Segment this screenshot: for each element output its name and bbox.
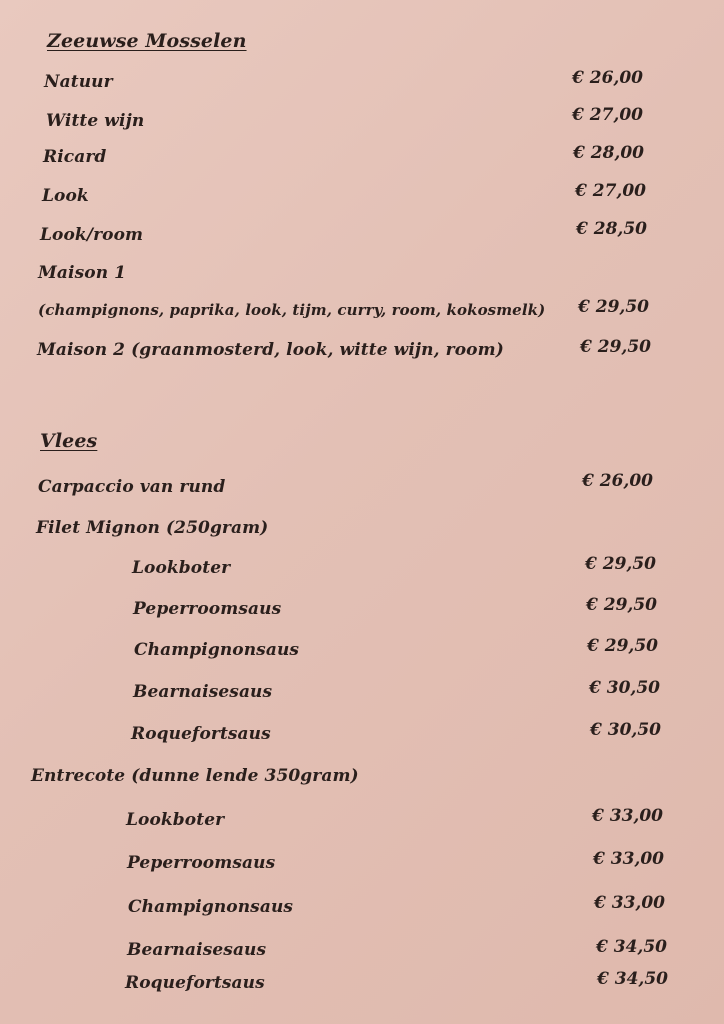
menu-item-price: € 33,00: [593, 849, 664, 869]
menu-item-name: Natuur: [44, 72, 113, 92]
menu-item-name: Champignonsaus: [134, 640, 300, 660]
menu-item-price: € 27,00: [575, 181, 646, 201]
menu-item-name: Lookboter: [132, 558, 231, 578]
menu-item-price: € 26,00: [572, 68, 643, 88]
menu-item-name: Filet Mignon (250gram): [36, 518, 269, 538]
menu-item-name: Bearnaisesaus: [127, 940, 267, 960]
menu-item-price: € 27,00: [572, 105, 643, 125]
section-title-vlees: Vlees: [40, 430, 98, 452]
menu-item-price: € 33,00: [594, 893, 665, 913]
menu-item-name: Roquefortsaus: [125, 973, 265, 993]
menu-item-price: € 30,50: [590, 720, 661, 740]
menu-item-price: € 33,00: [592, 806, 663, 826]
menu-item-price: € 28,50: [576, 219, 647, 239]
menu-item-price: € 26,00: [582, 471, 653, 491]
section-title-mosselen: Zeeuwse Mosselen: [47, 30, 247, 52]
menu-item-name: Carpaccio van rund: [38, 477, 226, 497]
menu-item-name: Witte wijn: [46, 111, 145, 131]
menu-item-price: € 29,50: [585, 554, 656, 574]
menu-item-name: Maison 1: [38, 263, 127, 283]
menu-item-name: Look/room: [40, 225, 144, 245]
menu-item-price: € 29,50: [587, 636, 658, 656]
menu-item-price: € 34,50: [597, 969, 668, 989]
menu-item-price: € 34,50: [596, 937, 667, 957]
menu-item-name: Roquefortsaus: [131, 724, 271, 744]
menu-item-name: Entrecote (dunne lende 350gram): [31, 766, 359, 786]
menu-item-name: Champignonsaus: [128, 897, 294, 917]
menu-item-name: Bearnaisesaus: [133, 682, 273, 702]
menu-item-name: Peperroomsaus: [133, 599, 282, 619]
menu-item-name: (champignons, paprika, look, tijm, curry, room, kokosmelk): [38, 301, 546, 319]
menu-item-name: Lookboter: [126, 810, 225, 830]
menu-item-price: € 30,50: [589, 678, 660, 698]
menu-item-price: € 29,50: [580, 337, 651, 357]
menu-item-price: € 28,00: [573, 143, 644, 163]
menu-item-name: Peperroomsaus: [127, 853, 276, 873]
menu-item-price: € 29,50: [578, 297, 649, 317]
menu-item-name: Ricard: [43, 147, 107, 167]
menu-item-name: Look: [42, 186, 89, 206]
menu-item-price: € 29,50: [586, 595, 657, 615]
menu-item-name: Maison 2 (graanmosterd, look, witte wijn, room): [37, 340, 504, 360]
